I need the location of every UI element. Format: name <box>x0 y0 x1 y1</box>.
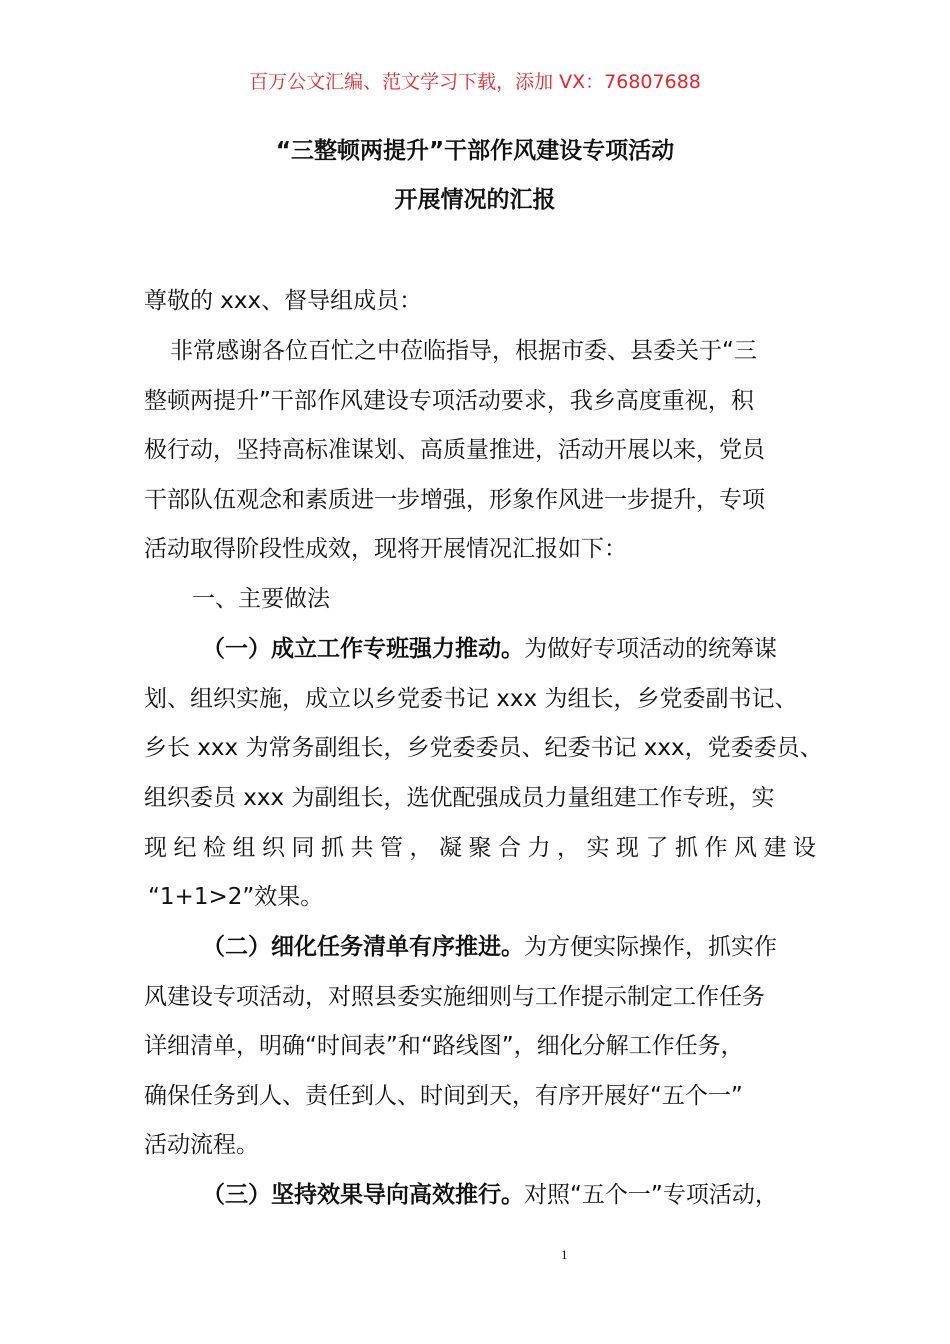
paragraph-line: 详细清单，明确“时间表”和“路线图”，细化分解工作任务， <box>144 1033 744 1059</box>
paragraph-line: 划、组织实施，成立以乡党委书记 xxx 为组长，乡党委副书记、 <box>144 686 798 712</box>
subsection-3-heading: （三）坚持效果导向高效推行。 <box>202 1182 524 1208</box>
paragraph-line: 组织委员 xxx 为副组长，选优配强成员力量组建工作专班，实 <box>144 785 775 811</box>
paragraph-line: 风建设专项活动，对照县委实施细则与工作提示制定工作任务 <box>144 984 765 1010</box>
subsection-1-heading: （一）成立工作专班强力推动。 <box>202 636 524 662</box>
paragraph-line: 活动取得阶段性成效，现将开展情况汇报如下： <box>144 536 627 562</box>
paragraph-line: 乡长 xxx 为常务副组长，乡党委委员、纪委书记 xxx，党委委员、 <box>144 735 823 761</box>
paragraph-line: 非常感谢各位百忙之中莅临指导，根据市委、县委关于“三 <box>170 338 757 364</box>
page-number: 1 <box>561 1247 568 1262</box>
paragraph-line: 确保任务到人、责任到人、时间到天，有序开展好“五个一” <box>144 1083 743 1109</box>
header-ad-banner: 百万公文汇编、范文学习下载，添加 VX：76807688 <box>249 71 701 93</box>
document-title-line-1: “三整顿两提升”干部作风建设专项活动 <box>275 138 675 164</box>
document-title-line-2: 开展情况的汇报 <box>394 187 556 213</box>
paragraph-line: 极行动，坚持高标准谋划、高质量推进，活动开展以来，党员 <box>144 437 765 463</box>
subsection-2-line <box>202 930 777 964</box>
subsection-3-line <box>202 1178 778 1212</box>
section-heading-main-practices: 一、主要做法 <box>192 586 330 612</box>
subsection-2-heading: （二）细化任务清单有序推进。 <box>202 934 524 960</box>
salutation: 尊敬的 xxx、督导组成员： <box>144 288 423 314</box>
subsection-2-text: 为方便实际操作，抓实作 <box>524 934 777 960</box>
paragraph-line: “1+1>2”效果。 <box>148 884 324 910</box>
subsection-3-text: 对照“五个一”专项活动， <box>524 1182 778 1208</box>
paragraph-line: 干部队伍观念和素质进一步增强，形象作风进一步提升，专项 <box>144 487 765 513</box>
paragraph-line: 整顿两提升”干部作风建设专项活动要求，我乡高度重视，积 <box>144 388 754 414</box>
subsection-1-text: 为做好专项活动的统筹谋 <box>524 636 777 662</box>
subsection-1-line <box>202 632 777 666</box>
paragraph-line: 活动流程。 <box>144 1132 259 1158</box>
paragraph-line: 现纪检组织同抓共管，凝聚合力，实现了抓作风建设 <box>144 835 823 861</box>
